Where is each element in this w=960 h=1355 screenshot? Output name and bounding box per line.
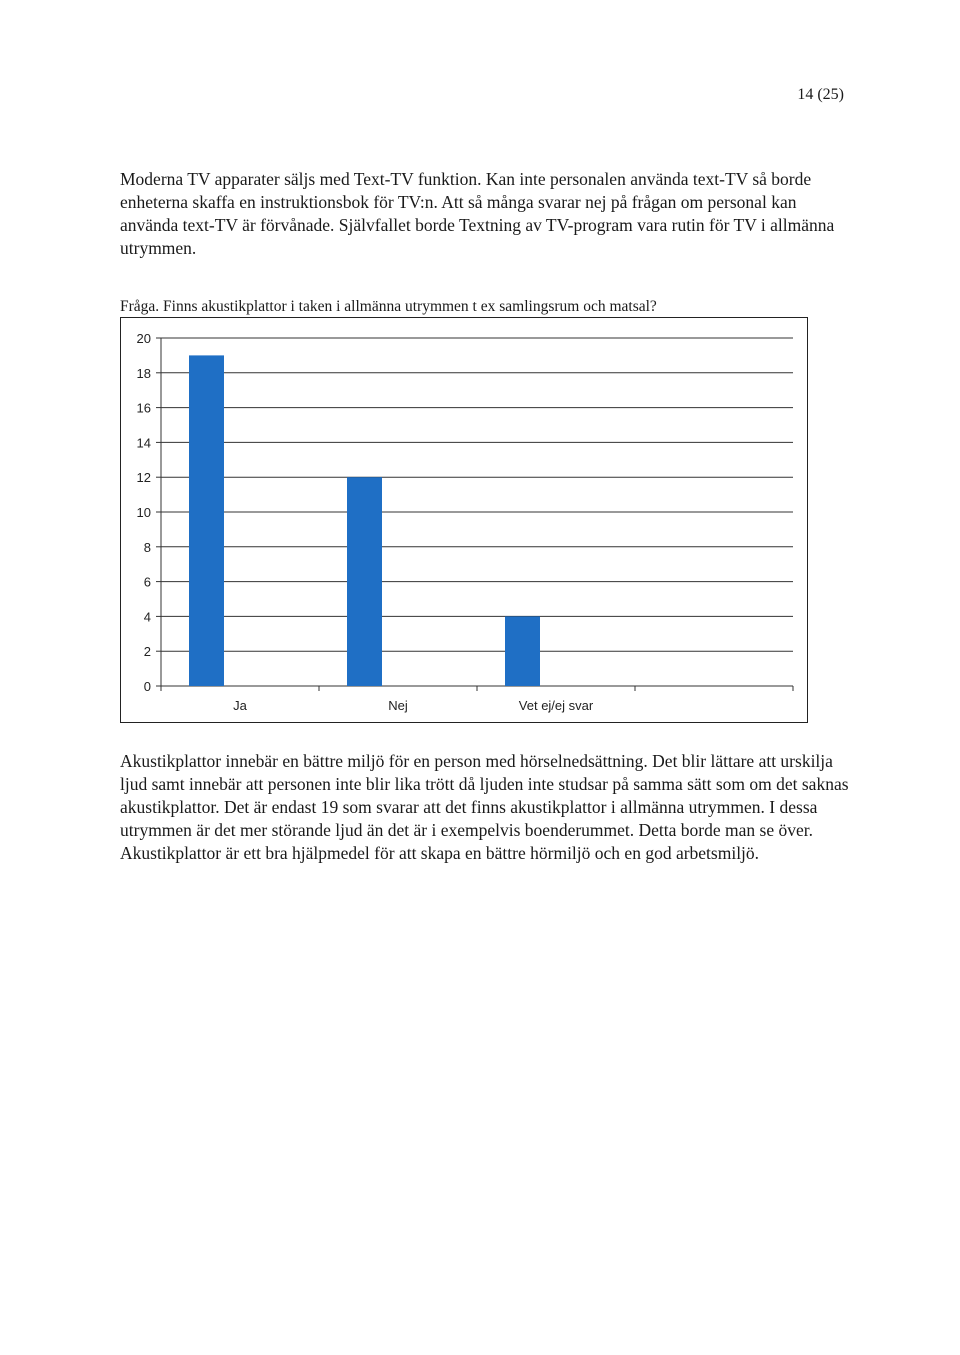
y-tick-label: 6 (143, 574, 151, 590)
bar-ja (189, 355, 224, 686)
y-tick-label: 14 (136, 435, 151, 451)
bar-nej (347, 477, 382, 686)
x-category-label: Nej (388, 698, 408, 713)
bar-vet-ej-ej-svar (505, 616, 540, 686)
y-tick-label: 20 (136, 331, 151, 346)
y-tick-label: 8 (143, 539, 151, 555)
question-text: Fråga. Finns akustikplattor i taken i allmänna utrymmen t ex samlingsrum och matsal? (120, 298, 657, 315)
y-tick-label: 16 (136, 400, 151, 416)
conclusion-paragraph: Akustikplattor innebär en bättre miljö för en person med hörselnedsättning. Det blir lättare att urskilja ljud samt innebär att personen inte blir lika trött då ljuden inte studsar på samma sätt som om det saknas akustikplattor. Det är endast 19 som svarar att det finns akustikplattor i allmänna utrymmen. I dessa utrymmen är det mer störande ljud än det är i exempelvis boenderummet. Detta borde man se över. Akustikplattor är ett bra hjälpmedel för att skapa en bättre hörmiljö och en god arbetsmiljö. (120, 751, 849, 863)
x-category-label: Vet ej/ej svar (518, 698, 594, 713)
y-tick-label: 10 (136, 505, 151, 520)
y-tick-label: 12 (136, 470, 151, 486)
page-number: 14 (25) (797, 86, 844, 103)
y-tick-label: 2 (143, 644, 151, 660)
x-category-label: Ja (233, 698, 247, 713)
intro-paragraph: Moderna TV apparater säljs med Text-TV funktion. Kan inte personalen använda text-TV så borde enheterna skaffa en instruktionsbok för TV:n. Att så många svarar nej på frågan om personal kan använda text-TV är förvånade. Självfallet borde Textning av TV-program vara rutin för TV i allmänna utrymmen. (120, 169, 835, 258)
y-tick-label: 0 (143, 679, 151, 694)
y-tick-label: 18 (136, 365, 151, 381)
bar-chart-svg (121, 318, 809, 724)
bar-chart (120, 317, 808, 723)
y-tick-label: 4 (143, 609, 151, 625)
